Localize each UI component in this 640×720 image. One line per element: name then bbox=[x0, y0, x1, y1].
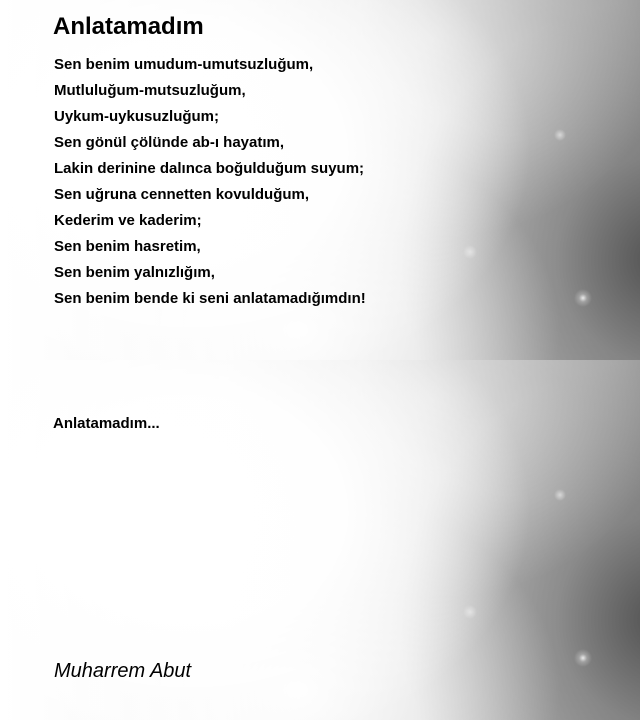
poem-line: Kederim ve kaderim; bbox=[54, 212, 202, 229]
poem-line: Sen gönül çölünde ab-ı hayatım, bbox=[54, 134, 285, 151]
author-name: Muharrem Abut bbox=[54, 660, 192, 682]
poem-line: Sen benim hasretim, bbox=[54, 238, 201, 255]
poem-line: Sen benim bende ki seni anlatamadığımdın! bbox=[54, 290, 366, 307]
poem-text bbox=[54, 52, 366, 312]
poem-line: Mutluluğum-mutsuzluğum, bbox=[54, 82, 246, 99]
signature-panel bbox=[0, 360, 640, 720]
poem-line: Lakin derinine dalınca boğulduğum suyum; bbox=[54, 160, 365, 177]
poem-line: Uykum-uykusuzluğum; bbox=[54, 108, 220, 125]
poem-subtitle: Anlatamadım... bbox=[53, 415, 160, 432]
poem-line: Sen benim yalnızlığım, bbox=[54, 264, 215, 281]
poem-title: Anlatamadım bbox=[53, 13, 204, 40]
poem-line: Sen benim umudum-umutsuzluğum, bbox=[54, 56, 314, 73]
poem-line: Sen uğruna cennetten kovulduğum, bbox=[54, 186, 310, 203]
